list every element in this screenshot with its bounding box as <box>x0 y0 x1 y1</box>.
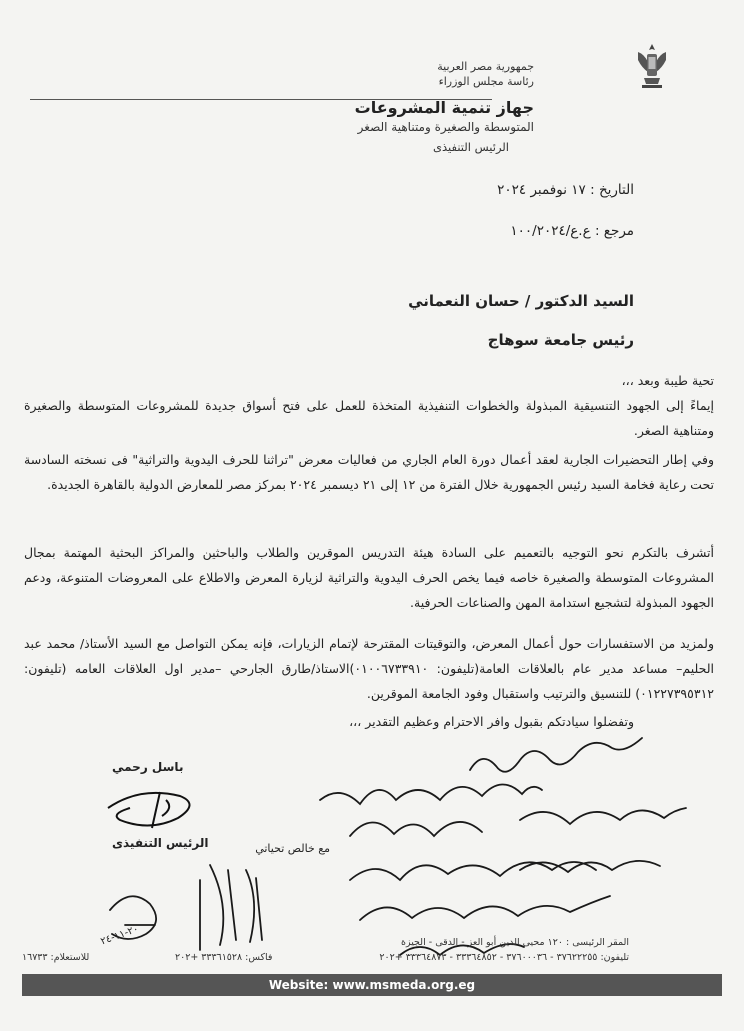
paragraph-2: وفي إطار التحضيرات الجارية لعقد أعمال دورة العام الجاري من فعاليات معرض "تراثنا للحرف اليدوية والتراثية" فى نسخته السادسة تحت رعاية فخامة السيد رئيس الجمهورية خلال الفترة من ١٢ إلى ٢١ ديسمبر ٢٠٢٤ بمركز مصر للمعارض الدولية بالقاهرة الجديدة. <box>24 452 714 492</box>
footer-phones: تليفون: ٣٧٦٢٢٢٥٥ - ٣٧٦٠٠٠٣٦ - ٣٣٣٦٤٨٥٢ - ٣٣٣٦٤٨٧٣ +٢٠٢ <box>379 952 629 963</box>
footer-address: المقر الرئيسى : ١٢٠ محيى الدين أبو العز - الدقى - الجيزة <box>400 937 629 948</box>
addressee-name: السيد الدكتور / حسان النعماني <box>408 292 634 310</box>
footer-fax: فاكس: ٣٣٣٦١٥٢٨ +٢٠٢ <box>175 952 273 963</box>
letter-reference: مرجع : ع.ع/١٠٠/٢٠٢٤ <box>510 223 634 239</box>
footer-inquiries: للاستعلام: ١٦٧٣٣ <box>22 952 90 963</box>
greeting: تحية طيبة وبعد ،،، <box>621 373 714 388</box>
paragraph-3: أتشرف بالتكرم نحو التوجيه بالتعميم على السادة هيئة التدريس الموقرين والطلاب والباحثين والمراكز البحثية المهتمة بمجال المشروعات المتوسطة والصغيرة خاصه فيما يخص الحرف اليدوية والتراثية لزيارة المعرض والاطلاع على المعروضات المتنوعة، ودعم الجهود المبذولة لتشجيع استدامة المهن والصناعات الحرفية. <box>24 545 714 610</box>
ceo-office-label: الرئيس التنفيذى <box>433 140 509 154</box>
republic-name: جمهورية مصر العربية <box>437 60 534 73</box>
organization-name: جهاز تنمية المشروعات <box>354 98 534 117</box>
eagle-emblem-icon <box>634 40 670 90</box>
handwritten-sub-note: مع خالص تحياتي <box>255 842 330 855</box>
cabinet-name: رئاسة مجلس الوزراء <box>438 75 534 88</box>
organization-subtitle: المتوسطة والصغيرة ومتناهية الصغر <box>357 120 534 134</box>
signature-scribble <box>100 778 210 838</box>
paragraph-1: إيماءً إلى الجهود التنسيقية المبذولة والخطوات التنفيذية المتخذة للعمل على فتح أسواق جديدة للمشروعات المتوسطة والصغيرة ومتناهية الصغر. <box>24 398 714 438</box>
paragraph-4: ولمزيد من الاستفسارات حول أعمال المعرض، والتوقيتات المقترحة لإتمام الزيارات، فإنه يمكن التواصل مع السيد الأستاذ/ محمد عبد الحليم– مساعد مدير عام بالعلاقات العامة(تليفون: ٠١٠٠٦٧٣٣٩١٠)الاستاذ/طارق الجارحي –مدير اول العلاقات العامه (تليفون: ٠١٢٢٧٣٩٥٣١٢) للتنسيق والترتيب واستقبال وفود الجامعة الموقرين. <box>24 636 714 701</box>
footer-website: Website: www.msmeda.org.eg <box>22 974 722 996</box>
handwritten-date: ٢٠-١١-٢٤ <box>99 923 141 948</box>
closing-line: وتفضلوا سيادتكم بقبول وافر الاحترام وعظيم التقدير ،،، <box>349 714 634 729</box>
letter-date: التاريخ : ١٧ نوفمبر ٢٠٢٤ <box>497 182 634 198</box>
signer-name: باسل رحمي <box>112 760 184 774</box>
signer-role: الرئيس التنفيذى <box>112 836 209 850</box>
addressee-title: رئيس جامعة سوهاج <box>487 331 634 349</box>
